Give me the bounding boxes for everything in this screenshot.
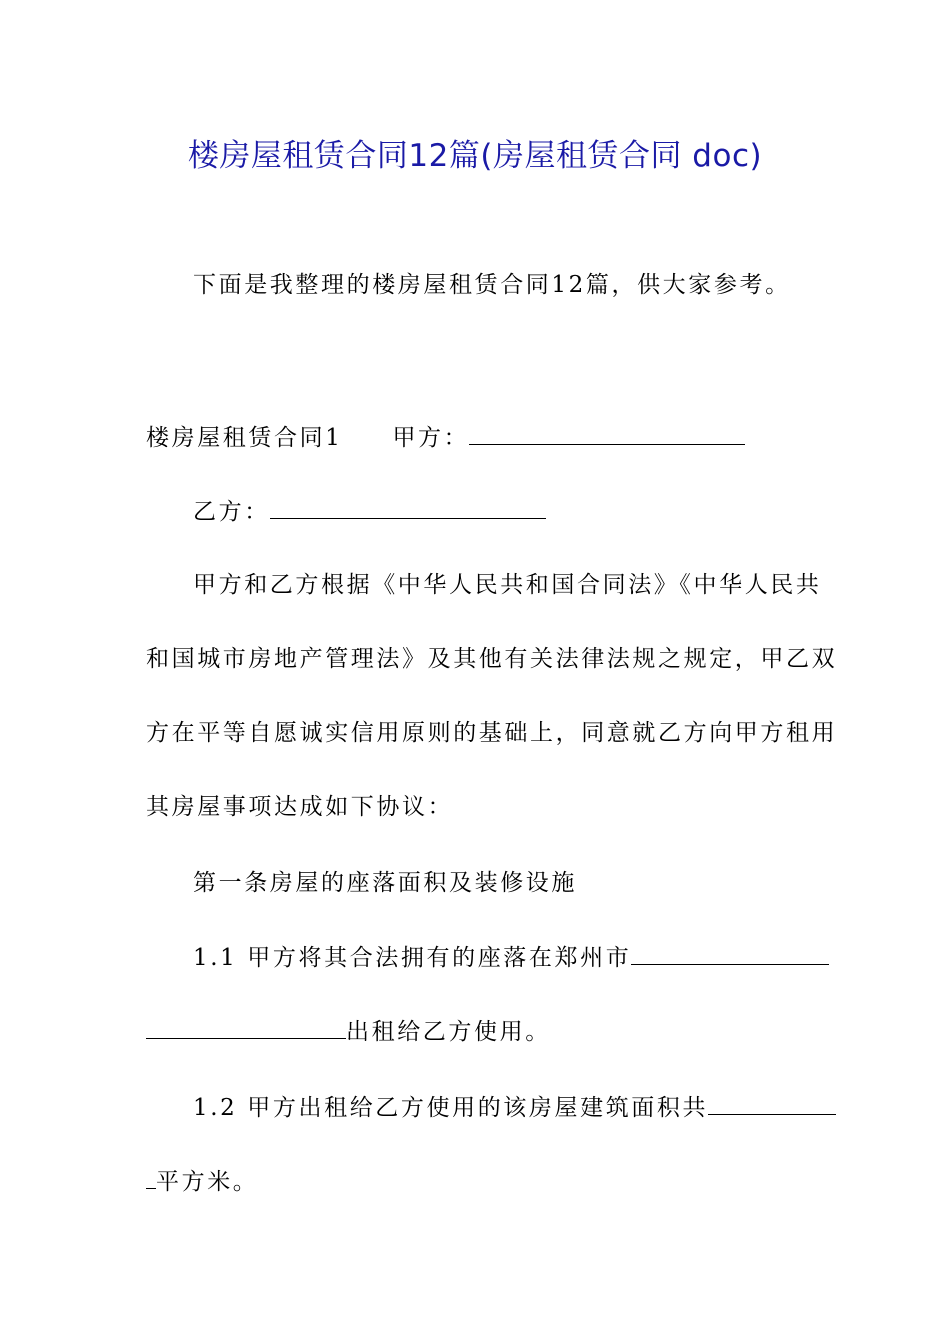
contract-heading: 楼房屋租赁合同1: [146, 425, 343, 451]
party-a-label: 甲方：: [392, 425, 470, 451]
clause-1-2-continuation: [146, 1166, 258, 1197]
party-b-blank: [270, 496, 546, 519]
intro-text: 下面是我整理的楼房屋租赁合同12篇，供大家参考。: [193, 272, 791, 298]
party-b-row: [193, 496, 546, 527]
paragraph-line-3: 方在平等自愿诚实信用原则的基础上，同意就乙方向甲方租用: [146, 720, 838, 746]
clause-1-1-continuation: [146, 1016, 551, 1047]
party-a-blank: [469, 422, 745, 445]
clause-1-2-blank-b: [146, 1166, 156, 1189]
contract-heading-row: [146, 422, 745, 453]
clause-1-2-blank-a: [708, 1092, 836, 1115]
clause-1-1-blank-b: [146, 1016, 346, 1039]
clause-1-2-prefix: 1.2 甲方出租给乙方使用的该房屋建筑面积共: [193, 1095, 709, 1121]
paragraph-line-1: 甲方和乙方根据《中华人民共和国合同法》《中华人民共: [193, 572, 822, 598]
document-title: 楼房屋租赁合同12篇(房屋租赁合同 doc): [187, 138, 763, 174]
clause-1-1-row: [193, 942, 829, 973]
paragraph-line-4: 其房屋事项达成如下协议：: [146, 794, 454, 820]
clause-1-1-blank-a: [631, 942, 829, 965]
clause-1-1-suffix: 出租给乙方使用。: [346, 1019, 551, 1045]
party-b-label: 乙方：: [193, 499, 270, 525]
paragraph-line-2: 和国城市房地产管理法》及其他有关法律法规之规定，甲乙双: [146, 646, 838, 672]
clause-1-1-prefix: 1.1 甲方将其合法拥有的座落在郑州市: [193, 945, 632, 971]
article-1-title: 第一条房屋的座落面积及装修设施: [193, 870, 577, 896]
clause-1-2-row: [193, 1092, 836, 1123]
clause-1-2-suffix: 平方米。: [156, 1169, 259, 1195]
